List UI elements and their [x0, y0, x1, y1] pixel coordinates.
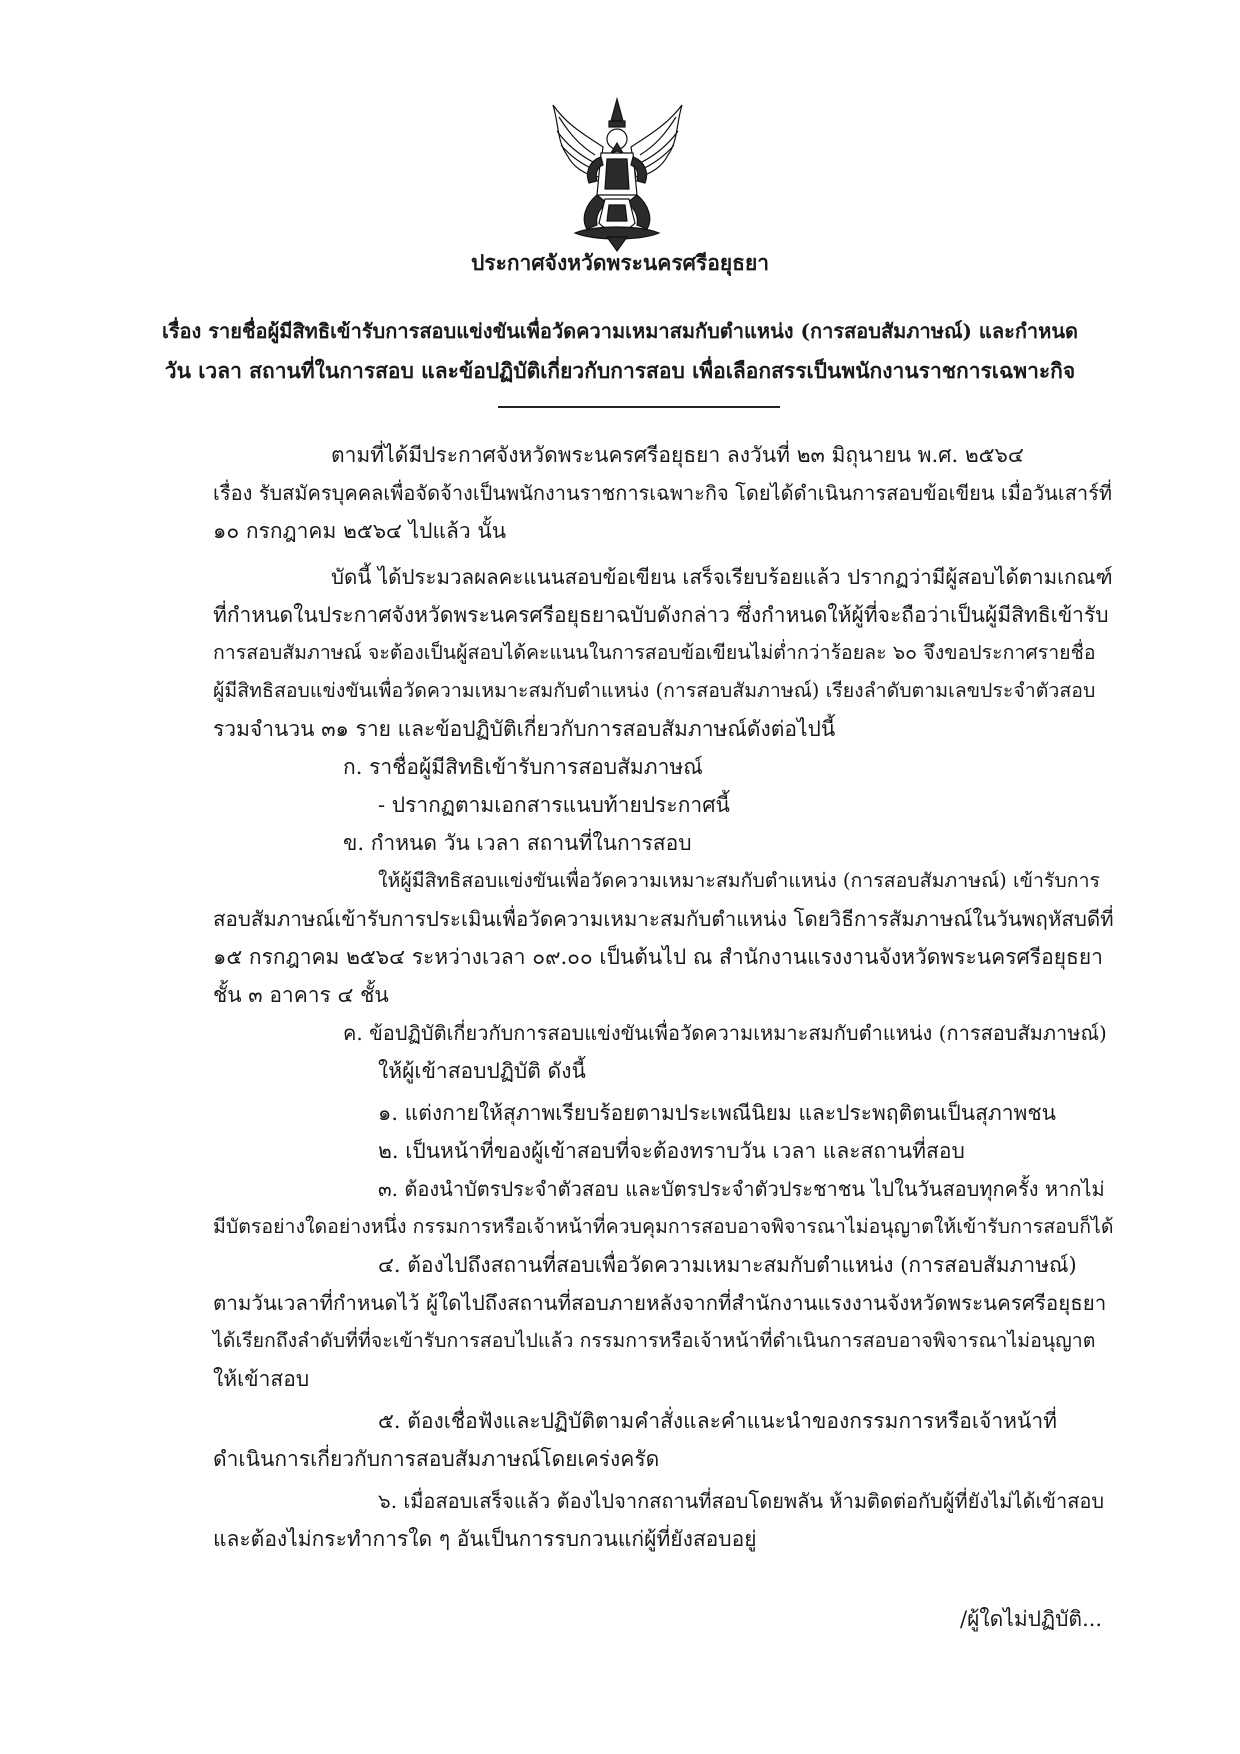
paragraph-line: ชั้น ๓ อาคาร ๔ ชั้น: [213, 983, 389, 1007]
paragraph-line: ที่กำหนดในประกาศจังหวัดพระนครศรีอยุธยาฉบับดังกล่าว ซึ่งกำหนดให้ผู้ที่จะถือว่าเป็นผู้มีสิทธิเข้ารับ: [213, 603, 1109, 627]
paragraph-line: บัดนี้ ได้ประมวลผลคะแนนสอบข้อเขียน เสร็จเรียบร้อยแล้ว ปรากฏว่ามีผู้สอบได้ตามเกณฑ์: [331, 565, 1113, 589]
paragraph-line: ให้เข้าสอบ: [213, 1367, 310, 1391]
subject-line-2: วัน เวลา สถานที่ในการสอบ และข้อปฏิบัติเกี่ยวกับการสอบ เพื่อเลือกสรรเป็นพนักงานราชการเฉพาะกิจ: [164, 358, 1076, 383]
list-item: - ปรากฏตามเอกสารแนบท้ายประกาศนี้: [378, 793, 730, 817]
list-item: ๔. ต้องไปถึงสถานที่สอบเพื่อวัดความเหมาะสมกับตำแหน่ง (การสอบสัมภาษณ์): [378, 1253, 1077, 1277]
paragraph-line: มีบัตรอย่างใดอย่างหนึ่ง กรรมการหรือเจ้าหน้าที่ควบคุมการสอบอาจพิจารณาไม่อนุญาตให้เข้ารับการสอบก็ได้: [213, 1215, 1114, 1238]
section-heading-kho-khwai: ค. ข้อปฏิบัติเกี่ยวกับการสอบแข่งขันเพื่อวัดความเหมาะสมกับตำแหน่ง (การสอบสัมภาษณ์): [343, 1021, 1107, 1045]
paragraph-line: ๑๕ กรกฎาคม ๒๕๖๔ ระหว่างเวลา ๐๙.๐๐ เป็นต้นไป ณ สำนักงานแรงงานจังหวัดพระนครศรีอยุธยา: [213, 945, 1103, 969]
paragraph-line: ดำเนินการเกี่ยวกับการสอบสัมภาษณ์โดยเคร่งครัด: [213, 1447, 660, 1471]
paragraph-line: รวมจำนวน ๓๑ ราย และข้อปฏิบัติเกี่ยวกับการสอบสัมภาษณ์ดังต่อไปนี้: [213, 717, 836, 741]
announcement-title: ประกาศจังหวัดพระนครศรีอยุธยา: [470, 250, 770, 275]
garuda-emblem-icon: [545, 95, 690, 255]
list-item: ๖. เมื่อสอบเสร็จแล้ว ต้องไปจากสถานที่สอบโดยพลัน ห้ามติดต่อกับผู้ที่ยังไม่ได้เข้าสอบ: [378, 1489, 1105, 1513]
paragraph-line: ให้ผู้มีสิทธิสอบแข่งขันเพื่อวัดความเหมาะสมกับตำแหน่ง (การสอบสัมภาษณ์) เข้ารับการ: [378, 869, 1101, 892]
paragraph-line: ผู้มีสิทธิสอบแข่งขันเพื่อวัดความเหมาะสมกับตำแหน่ง (การสอบสัมภาษณ์) เรียงลำดับตามเลขประจำตัวสอบ: [213, 679, 1096, 702]
list-item: ๕. ต้องเชื่อฟังและปฏิบัติตามคำสั่งและคำแนะนำของกรรมการหรือเจ้าหน้าที่: [378, 1409, 1057, 1433]
subject-line-1: เรื่อง รายชื่อผู้มีสิทธิเข้ารับการสอบแข่งขันเพื่อวัดความเหมาสมกับตำแหน่ง (การสอบสัมภาษณ์) และกำหนด: [161, 319, 1079, 343]
list-item: ๒. เป็นหน้าที่ของผู้เข้าสอบที่จะต้องทราบวัน เวลา และสถานที่สอบ: [378, 1139, 965, 1163]
paragraph-line: ให้ผู้เข้าสอบปฏิบัติ ดังนี้: [378, 1059, 586, 1083]
paragraph-line: และต้องไม่กระทำการใด ๆ อันเป็นการรบกวนแก่ผู้ที่ยังสอบอยู่: [213, 1527, 757, 1551]
paragraph-line: สอบสัมภาษณ์เข้ารับการประเมินเพื่อวัดความเหมาะสมกับตำแหน่ง โดยวิธีการสัมภาษณ์ในวันพฤหัสบดีที่: [213, 907, 1114, 931]
paragraph-line: เรื่อง รับสมัครบุคคลเพื่อจัดจ้างเป็นพนักงานราชการเฉพาะกิจ โดยได้ดำเนินการสอบข้อเขียน เมื่อวันเสาร์ที่: [213, 481, 1113, 505]
section-heading-ka: ก. ราชื่อผู้มีสิทธิเข้ารับการสอบสัมภาษณ์: [343, 755, 703, 779]
list-item: ๓. ต้องนำบัตรประจำตัวสอบ และบัตรประจำตัวประชาชน ไปในวันสอบทุกครั้ง หากไม่: [378, 1177, 1105, 1201]
paragraph-line: ตามวันเวลาที่กำหนดไว้ ผู้ใดไปถึงสถานที่สอบภายหลังจากที่สำนักงานแรงงานจังหวัดพระนครศรีอยุธยา: [213, 1291, 1107, 1315]
paragraph-line: ได้เรียกถึงลำดับที่ที่จะเข้ารับการสอบไปแล้ว กรรมการหรือเจ้าหน้าที่ดำเนินการสอบอาจพิจารณาไม่อนุญาต: [213, 1329, 1096, 1352]
list-item: ๑. แต่งกายให้สุภาพเรียบร้อยตามประเพณีนิยม และประพฤติตนเป็นสุภาพชน: [378, 1101, 1056, 1125]
paragraph-line: การสอบสัมภาษณ์ จะต้องเป็นผู้สอบได้คะแนนในการสอบข้อเขียนไม่ต่ำกว่าร้อยละ ๖๐ จึงขอประกาศรายชื่อ: [213, 641, 1096, 664]
continuation-note: /ผู้ใดไม่ปฏิบัติ...: [960, 1607, 1103, 1631]
section-heading-kho: ข. กำหนด วัน เวลา สถานที่ในการสอบ: [343, 831, 692, 855]
paragraph-line: ตามที่ได้มีประกาศจังหวัดพระนครศรีอยุธยา ลงวันที่ ๒๓ มิถุนายน พ.ศ. ๒๕๖๔: [331, 443, 1024, 467]
paragraph-line: ๑๐ กรกฎาคม ๒๕๖๔ ไปแล้ว นั้น: [213, 519, 507, 543]
title-divider: [498, 406, 780, 408]
